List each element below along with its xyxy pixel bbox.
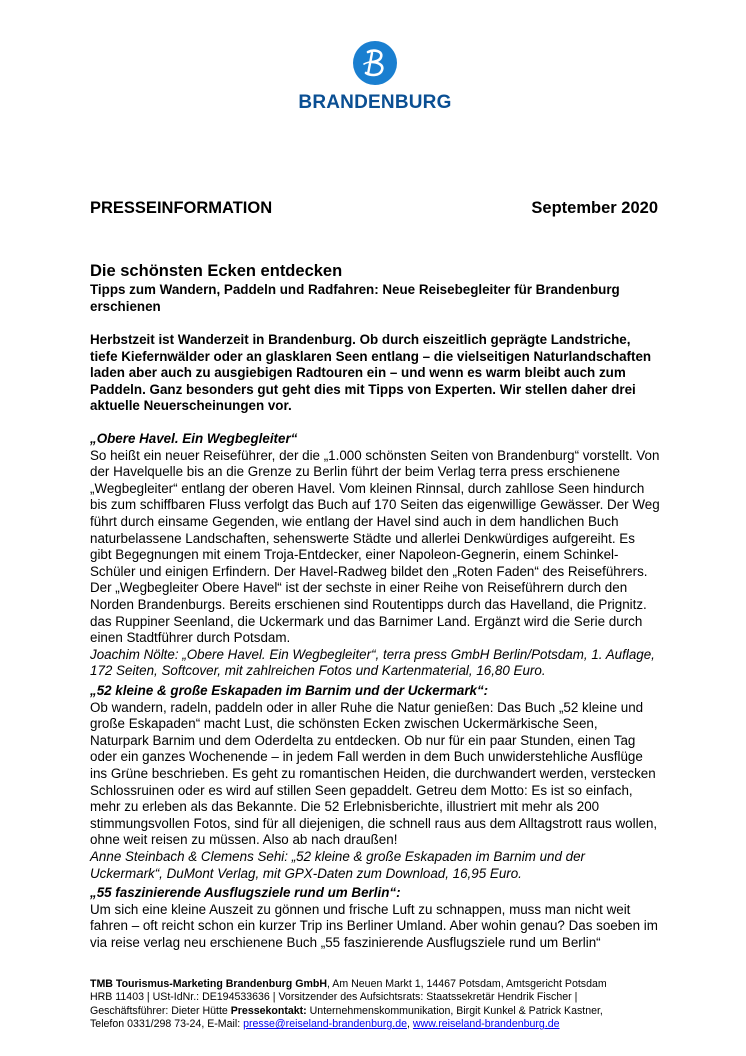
page-title: Die schönsten Ecken entdecken [90,262,343,280]
section-eskapaden [90,683,660,882]
section-obere-havel [90,431,660,680]
footer-line-3: Geschäftsführer: Dieter Hütte Pressekontakt: Unternehmenskommunikation, Birgit Kunkel & Patrick Kastner, [90,1004,603,1017]
document-type: PRESSEINFORMATION [90,199,273,217]
section-body: Um sich eine kleine Auszeit zu gönnen und frische Luft zu schnappen, muss man nicht weit fahren – oft reicht schon ein kurzer Trip ins Berliner Umland. Aber wohin genau? Das soeben im via reise verlag neu erschienene Buch „55 faszinierende Ausflugsziele rund um Berlin“ [90,901,658,950]
website-link[interactable]: www.reiseland-brandenburg.de [412,1018,560,1031]
page-subtitle: Tipps zum Wandern, Paddeln und Radfahren: Neue Reisebegleiter für Brandenburg erschienen [90,282,620,314]
brand-wordmark: BRANDENBURG [298,92,452,113]
book-reference: Joachim Nölte: „Obere Havel. Ein Wegbegleiter“, terra press GmbH Berlin/Potsdam, 1. Auflage, 172 Seiten, Softcover, mit zahlreichen Fotos und Kartenmaterial, 16,80 Euro. [90,646,655,679]
section-ausflugsziele [90,885,660,951]
book-reference: Anne Steinbach & Clemens Sehi: „52 kleine & große Eskapaden im Barnim und der Uckermark“, DuMont Verlag, mit GPX-Daten zum Download, 16,95 Euro. [90,848,585,881]
section-heading: „Obere Havel. Ein Wegbegleiter“ [90,431,298,446]
press-contact-label: Pressekontakt: [230,1004,307,1017]
footer-imprint [90,978,660,1032]
email-link[interactable]: presse@reiseland-brandenburg.de [243,1018,408,1031]
document-header [90,199,658,218]
brandenburg-logo [290,40,460,114]
section-heading: „55 faszinierende Ausflugsziele rund um Berlin“: [90,885,401,900]
brandenburg-emblem-icon [352,40,398,86]
section-body: So heißt ein neuer Reiseführer, der die „1.000 schönsten Seiten von Brandenburg“ vorstellt. Von der Havelquelle bis an die Grenze zu Berlin führt der beim Verlag terra press erschienene „Wegbegleiter“ entlang der oberen Havel. Vom kleinen Rinnsal, durch zahllose Seen hindurch bis zum schiffbaren Fluss verfolgt das Buch auf 170 Seiten das eigenwillige Gewässer. Der Weg führt durch einsame Gegenden, wie entlang der Havel sind auch in dem handlichen Buch naturbelassene Landschaften, sehenswerte Städte und allerlei Denkwürdiges aufgereiht. Es gibt Begegnungen mit einem Troja-Entdecker, einer Napoleon-Gegnerin, einem Schinkel-Schüler und einigen Erfindern. Der Havel-Radweg bildet den „Roten Faden“ des Reiseführers. Der „Wegbegleiter Obere Havel“ ist der sechste in einer Reihe von Reiseführern durch den Norden Brandenburgs. Bereits erschienen sind Routentipps durch das Havelland, die Prignitz. das Ruppiner Seenland, die Uckermark und das Barnimer Land. Ergänzt wird die Serie durch einen Stadtführer durch Potsdam. [90,447,660,646]
section-heading: „52 kleine & große Eskapaden im Barnim und der Uckermark“: [90,683,489,698]
lead-paragraph: Herbstzeit ist Wanderzeit in Brandenburg. Ob durch eiszeitlich geprägte Landstriche, tiefe Kiefernwälder oder an glasklaren Seen entlang – die vielseitigen Naturlandschaften laden aber auch zu ausgiebigen Radtouren ein – und wenn es warm bleibt auch zum Paddeln. Ganz besonders gut geht dies mit Tipps von Experten. Wir stellen daher drei aktuelle Neuerscheinungen vor. [90,332,652,414]
section-body: Ob wandern, radeln, paddeln oder in aller Ruhe die Natur genießen: Das Buch „52 kleine und große Eskapaden“ macht Lust, die schönsten Ecken zwischen Uckermärkische Seen, Naturpark Barnim und dem Oderdelta zu entdecken. Ob nur für ein paar Stunden, einen Tag oder ein ganzes Wochenende – in jedem Fall werden in dem Buch unwiderstehliche Ausflüge ins Grüne beschrieben. Es geht zu romantischen Heiden, die durchwandert werden, verstecken Schlossruinen oder es wird auf stillen Seen gepaddelt. Getreu dem Motto: Es ist so einfach, mehr zu erleben als das Bekannte. Die 52 Erlebnisberichte, illustriert mit mehr als 200 stimmungsvollen Fotos, sind für all diejenigen, die schnell raus aus dem Alltagstrott raus wollen, ohne weit reisen zu müssen. Also ab nach draußen! [90,699,658,848]
footer-line-2: HRB 11403 | USt-IdNr.: DE194533636 | Vorsitzender des Aufsichtsrats: Staatssekretär Hendrik Fischer | [90,991,578,1004]
footer-line-1: TMB Tourismus-Marketing Brandenburg GmbH, Am Neuen Markt 1, 14467 Potsdam, Amtsgericht Potsdam [90,978,607,990]
document-date: September 2020 [531,199,658,217]
footer-line-4: Telefon 0331/298 73-24, E-Mail: presse@reiseland-brandenburg.de, www.reiseland-brandenburg.de [90,1018,560,1031]
company-name: TMB Tourismus-Marketing Brandenburg GmbH [90,978,327,990]
